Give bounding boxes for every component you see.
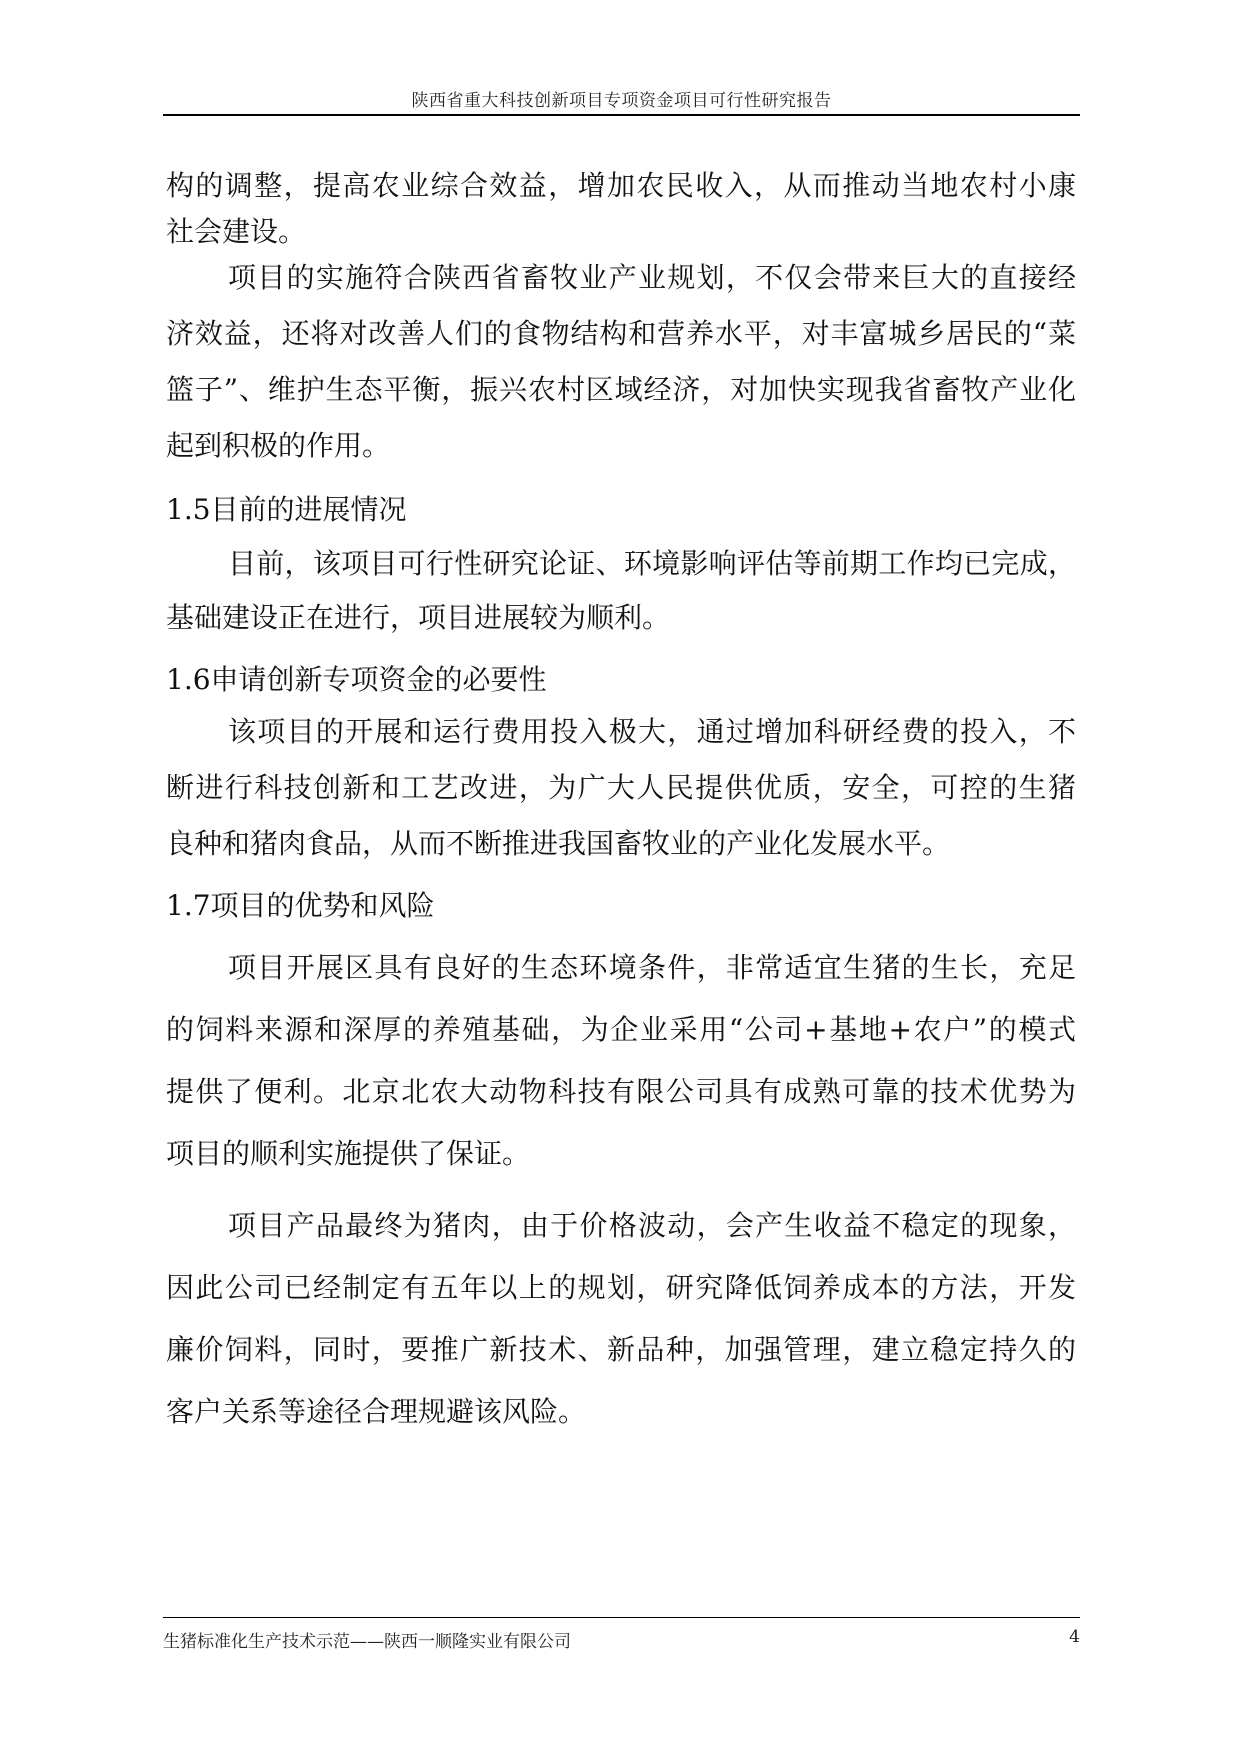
page-number: 4 xyxy=(1069,1627,1080,1647)
paragraph-line: 基础建设正在进行，项目进展较为顺利。 xyxy=(166,601,671,634)
paragraph-line: 该项目的开展和运行费用投入极大，通过增加科研经费的投入，不 xyxy=(228,715,1076,748)
paragraph-line: 项目开展区具有良好的生态环境条件，非常适宜生猪的生长，充足 xyxy=(228,951,1076,984)
paragraph-line: 断进行科技创新和工艺改进，为广大人民提供优质，安全，可控的生猪 xyxy=(166,771,1076,804)
paragraph-line: 因此公司已经制定有五年以上的规划，研究降低饲养成本的方法，开发 xyxy=(166,1271,1076,1304)
paragraph-line: 起到积极的作用。 xyxy=(166,429,391,462)
paragraph-line: 篮子”、维护生态平衡，振兴农村区域经济，对加快实现我省畜牧产业化 xyxy=(166,373,1076,406)
paragraph-line: 项目的顺利实施提供了保证。 xyxy=(166,1137,531,1170)
header-divider xyxy=(163,114,1080,116)
paragraph-line: 提供了便利。北京北农大动物科技有限公司具有成熟可靠的技术优势为 xyxy=(166,1075,1076,1108)
paragraph-line: 目前，该项目可行性研究论证、环境影响评估等前期工作均已完成， xyxy=(228,547,1076,580)
paragraph-line: 项目的实施符合陕西省畜牧业产业规划，不仅会带来巨大的直接经 xyxy=(228,261,1076,294)
paragraph-line: 良种和猪肉食品，从而不断推进我国畜牧业的产业化发展水平。 xyxy=(166,827,951,860)
paragraph-line: 构的调整，提高农业综合效益，增加农民收入，从而推动当地农村小康 xyxy=(166,169,1076,202)
section-heading: 1.6申请创新专项资金的必要性 xyxy=(166,663,547,696)
paragraph-line: 的饲料来源和深厚的养殖基础，为企业采用“公司+基地+农户”的模式 xyxy=(166,1013,1076,1046)
paragraph-line: 客户关系等途径合理规避该风险。 xyxy=(166,1395,587,1428)
section-heading: 1.5目前的进展情况 xyxy=(166,493,407,526)
paragraph-line: 项目产品最终为猪肉，由于价格波动，会产生收益不稳定的现象， xyxy=(228,1209,1076,1242)
paragraph-line: 社会建设。 xyxy=(166,215,307,248)
section-heading: 1.7项目的优势和风险 xyxy=(166,889,435,922)
paragraph-line: 济效益，还将对改善人们的食物结构和营养水平，对丰富城乡居民的“菜 xyxy=(166,317,1076,350)
paragraph-line: 廉价饲料，同时，要推广新技术、新品种，加强管理，建立稳定持久的 xyxy=(166,1333,1076,1366)
footer-divider xyxy=(163,1617,1080,1618)
footer-text: 生猪标准化生产技术示范——陕西一顺隆实业有限公司 xyxy=(163,1632,571,1652)
page-header-title: 陕西省重大科技创新项目专项资金项目可行性研究报告 xyxy=(411,91,832,111)
